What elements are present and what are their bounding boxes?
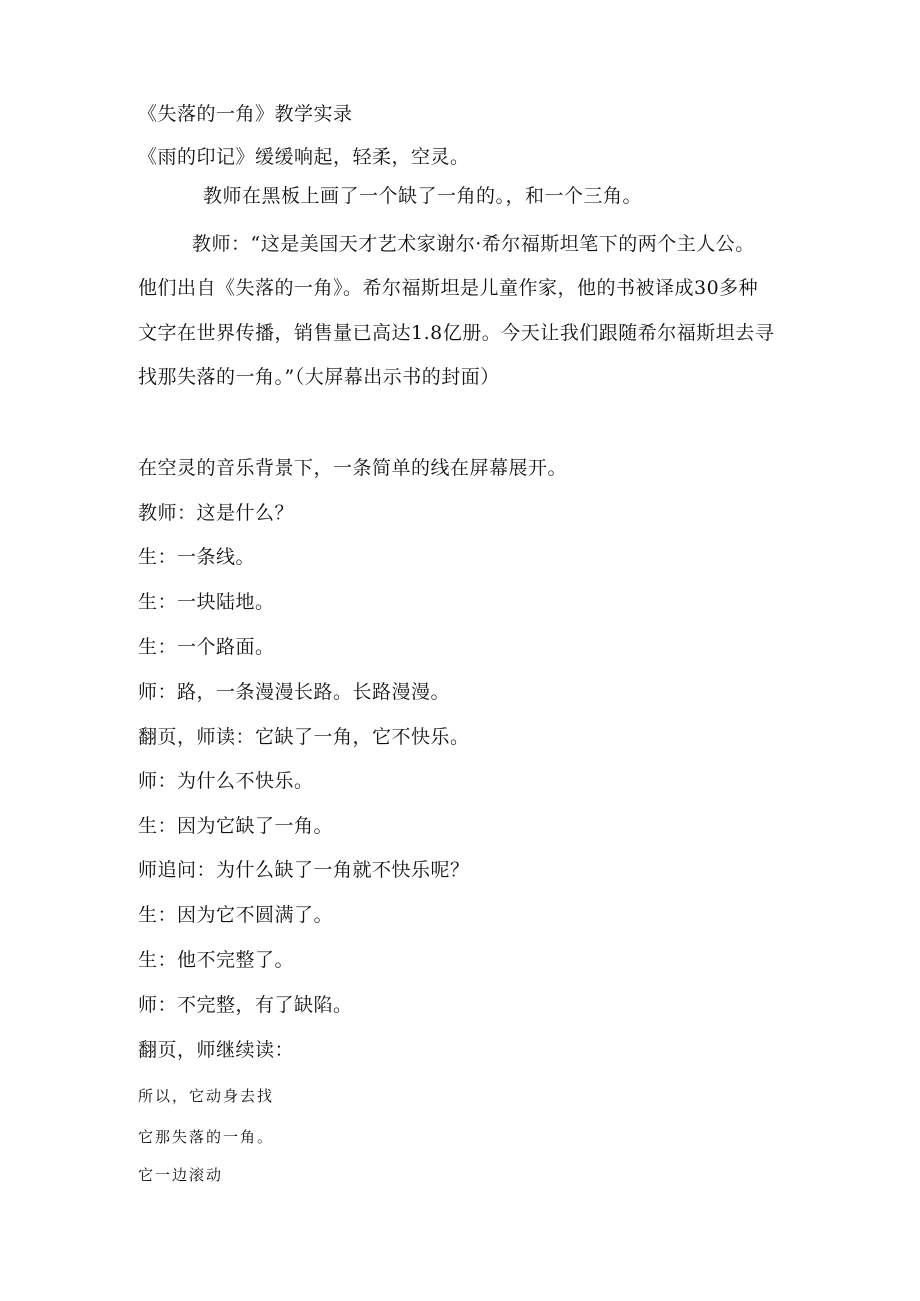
paragraph: 生：一块陆地。 — [138, 591, 275, 613]
paragraph: 找那失落的一角。”（大屏幕出示书的封面） — [138, 366, 500, 388]
paragraph: 生：因为它缺了一角。 — [138, 815, 334, 837]
book-excerpt-line: 所以，它动身去找 — [138, 1087, 275, 1105]
document-title: 《失落的一角》教学实录 — [138, 103, 353, 125]
paragraph: 生：他不完整了。 — [138, 949, 295, 971]
paragraph: 文字在世界传播，销售量已高达1.8亿册。今天让我们跟随希尔福斯坦去寻 — [138, 322, 775, 344]
paragraph: 师追问：为什么缺了一角就不快乐呢？ — [138, 859, 470, 881]
book-excerpt-line: 它那失落的一角。 — [138, 1128, 275, 1146]
paragraph: 师：为什么不快乐。 — [138, 770, 314, 792]
paragraph: 师：不完整，有了缺陷。 — [138, 994, 353, 1016]
paragraph: 师：路，一条漫漫长路。长路漫漫。 — [138, 681, 451, 703]
paragraph: 《雨的印记》缓缓响起，轻柔，空灵。 — [138, 146, 470, 168]
paragraph: 教师在黑板上画了一个缺了一角的。，和一个三角。 — [203, 185, 643, 207]
paragraph: 生：一条线。 — [138, 546, 256, 568]
paragraph: 教师：“这是美国天才艺术家谢尔·希尔福斯坦笔下的两个主人公。 — [192, 233, 755, 255]
book-excerpt-line: 它一边滚动 — [138, 1166, 224, 1184]
paragraph: 翻页，师读：它缺了一角，它不快乐。 — [138, 726, 470, 748]
paragraph: 教师：这是什么？ — [138, 502, 295, 524]
paragraph: 生：一个路面。 — [138, 636, 275, 658]
paragraph: 在空灵的音乐背景下，一条简单的线在屏幕展开。 — [138, 457, 568, 479]
paragraph: 翻页，师继续读： — [138, 1039, 295, 1061]
paragraph: 生：因为它不圆满了。 — [138, 904, 334, 926]
paragraph: 他们出自《失落的一角》。希尔福斯坦是儿童作家，他的书被译成30多种 — [138, 277, 759, 299]
